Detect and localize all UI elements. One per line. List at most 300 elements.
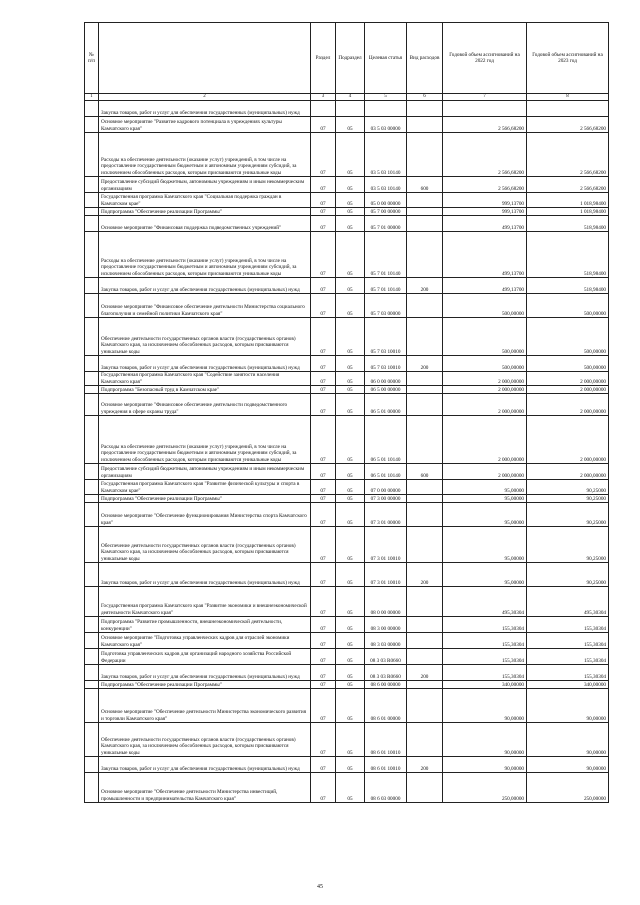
cell-expense-type: 200 (407, 278, 443, 294)
cell-amount-2022: 2 000,00000 (443, 372, 527, 386)
cell-name: Обеспечение деятельности государственных органов власти (государственных органов) Камчатского края, за исключением обособленных расходов, которым присваиваются уникальные коды (99, 318, 311, 356)
cell-podrazdel: 05 (336, 503, 365, 527)
cell-target-code: 03 5 03 10140 (365, 133, 407, 177)
cell-num (85, 101, 99, 117)
budget-allocation-table (84, 22, 609, 803)
cell-expense-type (407, 216, 443, 232)
cell-amount-2022: 2 000,00000 (443, 386, 527, 394)
cell-razdel: 07 (311, 216, 336, 232)
cell-num (85, 689, 99, 723)
table-row (85, 278, 609, 294)
cell-target-code: 06 0 00 00000 (365, 372, 407, 386)
cell-target-code: 05 7 03 10010 (365, 318, 407, 356)
cell-amount-2022: 2 566,68200 (443, 133, 527, 177)
table-row (85, 495, 609, 503)
cell-amount-2022: 999,13700 (443, 193, 527, 208)
cell-num (85, 133, 99, 177)
cell-target-code: 07 3 01 10010 (365, 563, 407, 587)
cell-amount-2023: 500,00000 (527, 356, 609, 372)
cell-razdel: 07 (311, 503, 336, 527)
cell-num (85, 649, 99, 665)
cell-num (85, 480, 99, 495)
cell-target-code: 07 3 01 00000 (365, 503, 407, 527)
table-row (85, 208, 609, 216)
table-row (85, 394, 609, 416)
cell-amount-2023: 90,00000 (527, 723, 609, 757)
cell-target-code: 05 7 00 00000 (365, 208, 407, 216)
cell-amount-2023: 90,25000 (527, 527, 609, 563)
cell-num (85, 757, 99, 773)
cell-razdel: 07 (311, 773, 336, 803)
cell-num (85, 318, 99, 356)
cell-amount-2023: 155,30304 (527, 665, 609, 681)
cell-amount-2023: 250,00000 (527, 773, 609, 803)
cell-expense-type (407, 101, 443, 117)
cell-razdel: 07 (311, 232, 336, 278)
cell-amount-2023: 155,30304 (527, 633, 609, 649)
cell-target-code: 05 7 01 10140 (365, 232, 407, 278)
cell-num (85, 193, 99, 208)
table-row (85, 633, 609, 649)
column-number-row (85, 94, 609, 101)
cell-razdel: 07 (311, 464, 336, 480)
cell-razdel: 07 (311, 757, 336, 773)
cell-name: Основное мероприятие "Обеспечение деятельности Министерства экономического развития и торговли Камчатского края" (99, 689, 311, 723)
cell-expense-type (407, 133, 443, 177)
cell-name: Государственная программа Камчатского края "Содействие занятости населения Камчатского края" (99, 372, 311, 386)
cell-name: Закупка товаров, работ и услуг для обеспечения государственных (муниципальных) нужд (99, 665, 311, 681)
cell-podrazdel: 05 (336, 294, 365, 318)
cell-target-code (365, 101, 407, 117)
cell-podrazdel: 05 (336, 681, 365, 689)
table-row (85, 193, 609, 208)
cell-razdel: 07 (311, 723, 336, 757)
cell-podrazdel: 05 (336, 495, 365, 503)
cell-name: Расходы на обеспечение деятельности (оказание услуг) учреждений, в том числе на предоставление государственным бюджетным и автономным учреждениям субсидий, за исключением обособленных расходов, которым присваиваются уникальные коды (99, 232, 311, 278)
cell-podrazdel: 05 (336, 232, 365, 278)
cell-podrazdel: 05 (336, 480, 365, 495)
cell-amount-2022: 155,30304 (443, 633, 527, 649)
cell-num (85, 278, 99, 294)
cell-target-code: 03 5 03 00000 (365, 117, 407, 133)
cell-podrazdel: 05 (336, 665, 365, 681)
cell-num (85, 208, 99, 216)
cell-podrazdel: 05 (336, 177, 365, 193)
cell-razdel: 07 (311, 193, 336, 208)
cell-amount-2023: 2 000,00000 (527, 372, 609, 386)
cell-razdel: 07 (311, 633, 336, 649)
cell-expense-type (407, 232, 443, 278)
table-row (85, 723, 609, 757)
cell-amount-2023: 500,00000 (527, 318, 609, 356)
cell-podrazdel: 05 (336, 193, 365, 208)
cell-num (85, 633, 99, 649)
table-row (85, 117, 609, 133)
cell-podrazdel: 05 (336, 617, 365, 633)
cell-expense-type (407, 503, 443, 527)
cell-target-code: 07 3 01 10010 (365, 527, 407, 563)
cell-podrazdel (336, 101, 365, 117)
cell-expense-type: 600 (407, 177, 443, 193)
cell-podrazdel: 05 (336, 587, 365, 617)
table-row (85, 649, 609, 665)
cell-razdel: 07 (311, 563, 336, 587)
cell-amount-2022: 2 000,00000 (443, 394, 527, 416)
table-row (85, 527, 609, 563)
cell-name: Основное мероприятие "Обеспечение функционирования Министерства спорта Камчатского края" (99, 503, 311, 527)
cell-amount-2023: 2 000,00000 (527, 416, 609, 464)
cell-amount-2022 (443, 101, 527, 117)
cell-expense-type (407, 416, 443, 464)
cell-amount-2022: 499,13700 (443, 278, 527, 294)
cell-razdel: 07 (311, 416, 336, 464)
cell-podrazdel: 05 (336, 416, 365, 464)
col-num: 5 (365, 94, 407, 101)
header-name (99, 23, 311, 94)
cell-num (85, 464, 99, 480)
cell-podrazdel: 05 (336, 689, 365, 723)
cell-amount-2022: 499,13700 (443, 232, 527, 278)
table-row (85, 563, 609, 587)
cell-razdel: 07 (311, 681, 336, 689)
cell-amount-2022: 90,00000 (443, 723, 527, 757)
cell-razdel: 07 (311, 495, 336, 503)
table-body (85, 101, 609, 803)
cell-name: Подготовка управленческих кадров для организаций народного хозяйства Российской Федерации (99, 649, 311, 665)
table-row (85, 681, 609, 689)
cell-num (85, 232, 99, 278)
header-razdel: Раздел (311, 23, 336, 94)
col-num: 3 (311, 94, 336, 101)
cell-name: Закупка товаров, работ и услуг для обеспечения государственных (муниципальных) нужд (99, 563, 311, 587)
cell-num (85, 177, 99, 193)
cell-razdel: 07 (311, 294, 336, 318)
cell-expense-type (407, 723, 443, 757)
cell-expense-type (407, 773, 443, 803)
cell-razdel: 07 (311, 117, 336, 133)
cell-podrazdel: 05 (336, 318, 365, 356)
header-2022: Годовой объем ассигнований на 2022 год (443, 23, 527, 94)
cell-amount-2023: 2 566,68200 (527, 133, 609, 177)
cell-expense-type (407, 587, 443, 617)
cell-razdel: 07 (311, 480, 336, 495)
cell-amount-2022: 155,30304 (443, 617, 527, 633)
cell-name: Закупка товаров, работ и услуг для обеспечения государственных (муниципальных) нужд (99, 356, 311, 372)
page-number: 45 (317, 884, 323, 890)
cell-target-code: 08 6 01 10010 (365, 723, 407, 757)
cell-razdel: 07 (311, 318, 336, 356)
table-row (85, 617, 609, 633)
cell-target-code: 06 5 01 00000 (365, 394, 407, 416)
cell-name: Расходы на обеспечение деятельности (оказание услуг) учреждений, в том числе на предоставление государственным бюджетным и автономным учреждениям субсидий, за исключением обособленных расходов, которым присваиваются уникальные коды (99, 133, 311, 177)
cell-amount-2022: 95,00000 (443, 527, 527, 563)
cell-razdel: 07 (311, 356, 336, 372)
cell-target-code: 08 3 03 R0660 (365, 665, 407, 681)
cell-podrazdel: 05 (336, 133, 365, 177)
cell-num (85, 372, 99, 386)
cell-expense-type (407, 633, 443, 649)
cell-podrazdel: 05 (336, 278, 365, 294)
table-row (85, 356, 609, 372)
cell-amount-2022: 340,00000 (443, 681, 527, 689)
col-num: 7 (443, 94, 527, 101)
cell-name: Подпрограмма "Обеспечение реализации Программы" (99, 495, 311, 503)
cell-razdel: 07 (311, 649, 336, 665)
table-row (85, 318, 609, 356)
cell-amount-2023: 90,25000 (527, 495, 609, 503)
table-row (85, 480, 609, 495)
cell-expense-type (407, 495, 443, 503)
col-num: 4 (336, 94, 365, 101)
cell-name: Закупка товаров, работ и услуг для обеспечения государственных (муниципальных) нужд (99, 757, 311, 773)
cell-target-code: 06 5 01 10140 (365, 464, 407, 480)
cell-amount-2023: 2 566,68200 (527, 177, 609, 193)
cell-amount-2023: 1 018,98400 (527, 208, 609, 216)
cell-amount-2022: 2 000,00000 (443, 416, 527, 464)
cell-razdel: 07 (311, 208, 336, 216)
header-2023: Годовой объем ассигнований на 2023 год (527, 23, 609, 94)
cell-name: Основное мероприятие "Финансовое обеспечение деятельности подведомственного учреждения в сфере охраны труда" (99, 394, 311, 416)
cell-amount-2023: 90,25000 (527, 503, 609, 527)
cell-target-code: 06 5 01 10140 (365, 416, 407, 464)
cell-num (85, 665, 99, 681)
col-num: 8 (527, 94, 609, 101)
cell-podrazdel: 05 (336, 386, 365, 394)
cell-podrazdel: 05 (336, 117, 365, 133)
cell-num (85, 495, 99, 503)
cell-amount-2022: 999,13700 (443, 208, 527, 216)
cell-num (85, 117, 99, 133)
cell-name: Закупка товаров, работ и услуг для обеспечения государственных (муниципальных) нужд (99, 278, 311, 294)
cell-podrazdel: 05 (336, 464, 365, 480)
cell-num (85, 416, 99, 464)
table-row (85, 665, 609, 681)
cell-razdel (311, 101, 336, 117)
cell-expense-type (407, 617, 443, 633)
cell-name: Основное мероприятие "Развитие кадрового потенциала в учреждениях культуры Камчатского края" (99, 117, 311, 133)
cell-name: Основное мероприятие "Обеспечение деятельности Министерства инвестиций, промышленности и предпринимательства Камчатского края" (99, 773, 311, 803)
table-row (85, 232, 609, 278)
cell-target-code: 08 3 00 00000 (365, 617, 407, 633)
cell-target-code: 05 7 03 10010 (365, 356, 407, 372)
cell-podrazdel: 05 (336, 208, 365, 216)
cell-target-code: 05 7 01 10140 (365, 278, 407, 294)
cell-amount-2023: 518,98400 (527, 232, 609, 278)
header-target: Целевая статья (365, 23, 407, 94)
cell-name: Основное мероприятие "Финансовая поддержка подведомственных учреждений" (99, 216, 311, 232)
cell-name: Закупка товаров, работ и услуг для обеспечения государственных (муниципальных) нужд (99, 101, 311, 117)
table-row (85, 216, 609, 232)
cell-expense-type: 600 (407, 464, 443, 480)
cell-podrazdel: 05 (336, 563, 365, 587)
cell-amount-2022: 2 000,00000 (443, 464, 527, 480)
cell-podrazdel: 05 (336, 527, 365, 563)
header-num: № п/п (85, 23, 99, 94)
cell-amount-2023: 155,30304 (527, 649, 609, 665)
col-num: 6 (407, 94, 443, 101)
cell-expense-type: 200 (407, 356, 443, 372)
cell-amount-2022: 499,13700 (443, 216, 527, 232)
cell-expense-type (407, 117, 443, 133)
cell-amount-2023: 495,30304 (527, 587, 609, 617)
cell-num (85, 587, 99, 617)
cell-name: Предоставление субсидий бюджетным, автономным учреждениям и иным некоммерческим организациям (99, 177, 311, 193)
cell-target-code: 06 5 00 00000 (365, 386, 407, 394)
cell-podrazdel: 05 (336, 757, 365, 773)
cell-target-code: 05 7 03 00000 (365, 294, 407, 318)
header-podrazdel: Подраздел (336, 23, 365, 94)
cell-target-code: 08 3 03 00000 (365, 633, 407, 649)
cell-podrazdel: 05 (336, 723, 365, 757)
cell-amount-2022: 155,30304 (443, 665, 527, 681)
table-row (85, 416, 609, 464)
cell-target-code: 08 3 03 R0660 (365, 649, 407, 665)
cell-target-code: 08 6 00 00000 (365, 681, 407, 689)
cell-name: Государственная программа Камчатского края "Развитие физической культуры и спорта в Камчатском крае" (99, 480, 311, 495)
cell-amount-2023: 2 000,00000 (527, 464, 609, 480)
cell-target-code: 08 6 01 00000 (365, 689, 407, 723)
cell-expense-type (407, 689, 443, 723)
cell-amount-2023: 518,98400 (527, 278, 609, 294)
table-row (85, 757, 609, 773)
cell-expense-type (407, 208, 443, 216)
cell-podrazdel: 05 (336, 773, 365, 803)
cell-amount-2022: 500,00000 (443, 356, 527, 372)
cell-amount-2023: 518,98400 (527, 216, 609, 232)
cell-target-code: 05 0 00 00000 (365, 193, 407, 208)
cell-name: Государственная программа Камчатского края "Развитие экономики и внешнеэкономической деятельности Камчатского края" (99, 587, 311, 617)
cell-amount-2023: 500,00000 (527, 294, 609, 318)
cell-amount-2022: 500,00000 (443, 294, 527, 318)
col-num: 2 (99, 94, 311, 101)
cell-amount-2022: 95,00000 (443, 563, 527, 587)
cell-expense-type (407, 527, 443, 563)
cell-name: Основное мероприятие "Подготовка управленческих кадров для отраслей экономики Камчатского края" (99, 633, 311, 649)
table-row (85, 177, 609, 193)
cell-name: Подпрограмма "Развитие промышленности, внешнеэкономической деятельности, конкуренции" (99, 617, 311, 633)
cell-num (85, 394, 99, 416)
cell-amount-2022: 95,00000 (443, 503, 527, 527)
cell-amount-2023: 90,00000 (527, 757, 609, 773)
cell-target-code: 08 0 00 00000 (365, 587, 407, 617)
cell-amount-2023: 1 018,98400 (527, 193, 609, 208)
cell-razdel: 07 (311, 689, 336, 723)
cell-razdel: 07 (311, 177, 336, 193)
table-row (85, 689, 609, 723)
col-num: 1 (85, 94, 99, 101)
cell-amount-2022: 95,00000 (443, 480, 527, 495)
cell-amount-2022: 2 566,68200 (443, 117, 527, 133)
cell-razdel: 07 (311, 278, 336, 294)
cell-expense-type: 200 (407, 563, 443, 587)
cell-podrazdel: 05 (336, 394, 365, 416)
cell-num (85, 503, 99, 527)
cell-num (85, 356, 99, 372)
cell-amount-2023: 2 566,68200 (527, 117, 609, 133)
cell-podrazdel: 05 (336, 356, 365, 372)
table-header-row (85, 23, 609, 94)
cell-name: Подпрограмма "Обеспечение реализации Программы" (99, 208, 311, 216)
cell-razdel: 07 (311, 133, 336, 177)
table-row (85, 464, 609, 480)
cell-target-code: 08 6 03 00000 (365, 773, 407, 803)
cell-num (85, 563, 99, 587)
cell-amount-2022: 2 566,68200 (443, 177, 527, 193)
cell-num (85, 294, 99, 318)
cell-expense-type (407, 372, 443, 386)
table-row (85, 773, 609, 803)
cell-podrazdel: 05 (336, 649, 365, 665)
cell-num (85, 681, 99, 689)
cell-name: Обеспечение деятельности государственных органов власти (государственных органов) Камчатского края, за исключением обособленных расходов, которым присваиваются уникальные коды (99, 527, 311, 563)
cell-amount-2023: 2 000,00000 (527, 394, 609, 416)
cell-amount-2023 (527, 101, 609, 117)
table-row (85, 503, 609, 527)
cell-razdel: 07 (311, 394, 336, 416)
cell-razdel: 07 (311, 386, 336, 394)
cell-num (85, 216, 99, 232)
cell-razdel: 07 (311, 527, 336, 563)
cell-expense-type (407, 294, 443, 318)
cell-expense-type (407, 681, 443, 689)
cell-num (85, 723, 99, 757)
cell-amount-2023: 90,25000 (527, 480, 609, 495)
cell-target-code: 05 7 01 00000 (365, 216, 407, 232)
cell-expense-type (407, 394, 443, 416)
cell-amount-2022: 90,00000 (443, 757, 527, 773)
cell-expense-type (407, 480, 443, 495)
cell-amount-2023: 155,30304 (527, 617, 609, 633)
cell-amount-2023: 2 000,00000 (527, 386, 609, 394)
cell-amount-2022: 495,30304 (443, 587, 527, 617)
cell-amount-2023: 90,25000 (527, 563, 609, 587)
cell-name: Расходы на обеспечение деятельности (оказание услуг) учреждений, в том числе на предоставление государственным бюджетным и автономным учреждениям субсидий, за исключением обособленных расходов, которым присваиваются уникальные коды (99, 416, 311, 464)
cell-razdel: 07 (311, 587, 336, 617)
table-row (85, 386, 609, 394)
cell-num (85, 617, 99, 633)
cell-expense-type: 200 (407, 665, 443, 681)
cell-num (85, 386, 99, 394)
cell-razdel: 07 (311, 617, 336, 633)
cell-name: Основное мероприятие "Финансовое обеспечение деятельности Министерства социального благополучия и семейной политики Камчатского края" (99, 294, 311, 318)
cell-target-code: 03 5 03 10140 (365, 177, 407, 193)
cell-name: Обеспечение деятельности государственных органов власти (государственных органов) Камчатского края, за исключением обособленных расходов, которым присваиваются уникальные коды (99, 723, 311, 757)
cell-amount-2022: 500,00000 (443, 318, 527, 356)
cell-target-code: 08 6 01 10010 (365, 757, 407, 773)
cell-amount-2023: 340,00000 (527, 681, 609, 689)
cell-podrazdel: 05 (336, 372, 365, 386)
cell-razdel: 07 (311, 665, 336, 681)
cell-expense-type (407, 649, 443, 665)
cell-expense-type (407, 193, 443, 208)
header-exptype: Вид расходов (407, 23, 443, 94)
cell-podrazdel: 05 (336, 216, 365, 232)
cell-amount-2022: 90,00000 (443, 689, 527, 723)
table-row (85, 372, 609, 386)
cell-expense-type (407, 386, 443, 394)
cell-name: Предоставление субсидий бюджетным, автономным учреждениям и иным некоммерческим организациям (99, 464, 311, 480)
table-row (85, 294, 609, 318)
cell-name: Подпрограмма "Обеспечение реализации Программы" (99, 681, 311, 689)
cell-num (85, 527, 99, 563)
cell-name: Государственная программа Камчатского края "Социальная поддержка граждан в Камчатском крае" (99, 193, 311, 208)
cell-num (85, 773, 99, 803)
table-row (85, 133, 609, 177)
cell-razdel: 07 (311, 372, 336, 386)
cell-podrazdel: 05 (336, 633, 365, 649)
table-row (85, 587, 609, 617)
cell-amount-2023: 90,00000 (527, 689, 609, 723)
